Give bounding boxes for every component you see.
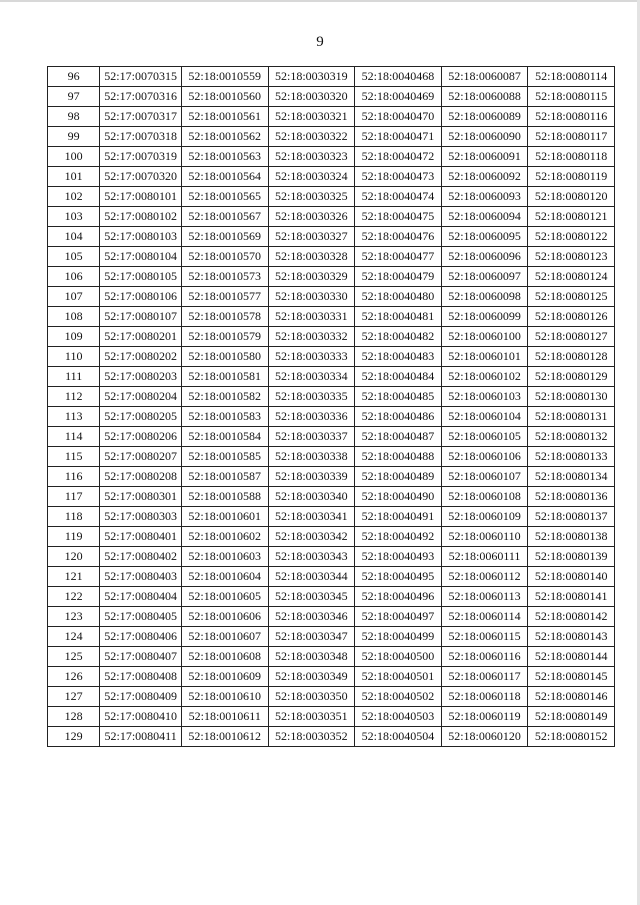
cadastral-number-cell: 52:18:0030346 <box>268 607 355 627</box>
cadastral-number-cell: 52:17:0080404 <box>100 587 182 607</box>
cadastral-number-cell: 52:18:0010567 <box>181 207 268 227</box>
cadastral-number-cell: 52:18:0080146 <box>528 687 615 707</box>
cadastral-number-cell: 52:18:0080139 <box>528 547 615 567</box>
cadastral-number-cell: 52:18:0010573 <box>181 267 268 287</box>
cadastral-number-cell: 52:18:0010564 <box>181 167 268 187</box>
row-number-cell: 107 <box>48 287 100 307</box>
cadastral-number-cell: 52:18:0040492 <box>355 527 442 547</box>
cadastral-number-cell: 52:18:0060118 <box>441 687 528 707</box>
table-row <box>48 707 615 727</box>
cadastral-number-cell: 52:18:0060104 <box>441 407 528 427</box>
cadastral-number-cell: 52:18:0060095 <box>441 227 528 247</box>
cadastral-number-cell: 52:17:0080406 <box>100 627 182 647</box>
cadastral-number-cell: 52:18:0010612 <box>181 727 268 747</box>
row-number-cell: 119 <box>48 527 100 547</box>
table-row <box>48 167 615 187</box>
cadastral-number-cell: 52:18:0010559 <box>181 67 268 87</box>
row-number-cell: 124 <box>48 627 100 647</box>
table-row <box>48 487 615 507</box>
cadastral-number-cell: 52:17:0080106 <box>100 287 182 307</box>
cadastral-number-cell: 52:18:0060099 <box>441 307 528 327</box>
cadastral-number-cell: 52:18:0080141 <box>528 587 615 607</box>
cadastral-number-cell: 52:18:0080114 <box>528 67 615 87</box>
cadastral-number-cell: 52:18:0060106 <box>441 447 528 467</box>
cadastral-number-cell: 52:18:0030331 <box>268 307 355 327</box>
cadastral-number-cell: 52:17:0070320 <box>100 167 182 187</box>
cadastral-number-cell: 52:18:0030319 <box>268 67 355 87</box>
cadastral-number-cell: 52:18:0080136 <box>528 487 615 507</box>
row-number-cell: 112 <box>48 387 100 407</box>
row-number-cell: 98 <box>48 107 100 127</box>
cadastral-number-cell: 52:18:0080133 <box>528 447 615 467</box>
cadastral-number-cell: 52:18:0040471 <box>355 127 442 147</box>
cadastral-number-cell: 52:18:0040484 <box>355 367 442 387</box>
cadastral-number-cell: 52:17:0080203 <box>100 367 182 387</box>
row-number-cell: 123 <box>48 607 100 627</box>
cadastral-number-cell: 52:18:0010587 <box>181 467 268 487</box>
cadastral-number-cell: 52:18:0030349 <box>268 667 355 687</box>
cadastral-number-cell: 52:17:0080102 <box>100 207 182 227</box>
cadastral-number-cell: 52:18:0040493 <box>355 547 442 567</box>
row-number-cell: 100 <box>48 147 100 167</box>
cadastral-number-cell: 52:18:0060108 <box>441 487 528 507</box>
cadastral-number-cell: 52:18:0060102 <box>441 367 528 387</box>
cadastral-number-cell: 52:18:0080130 <box>528 387 615 407</box>
table-row <box>48 567 615 587</box>
cadastral-number-cell: 52:18:0030328 <box>268 247 355 267</box>
cadastral-number-cell: 52:18:0080144 <box>528 647 615 667</box>
cadastral-number-cell: 52:18:0040486 <box>355 407 442 427</box>
cadastral-number-cell: 52:18:0080145 <box>528 667 615 687</box>
row-number-cell: 110 <box>48 347 100 367</box>
cadastral-number-cell: 52:18:0040481 <box>355 307 442 327</box>
cadastral-number-cell: 52:18:0080118 <box>528 147 615 167</box>
cadastral-number-cell: 52:18:0010565 <box>181 187 268 207</box>
cadastral-number-cell: 52:18:0060114 <box>441 607 528 627</box>
cadastral-number-cell: 52:18:0060109 <box>441 507 528 527</box>
cadastral-number-cell: 52:18:0040483 <box>355 347 442 367</box>
cadastral-number-cell: 52:18:0080142 <box>528 607 615 627</box>
table-row <box>48 187 615 207</box>
cadastral-number-cell: 52:18:0080140 <box>528 567 615 587</box>
table-row <box>48 607 615 627</box>
row-number-cell: 113 <box>48 407 100 427</box>
table-row <box>48 147 615 167</box>
cadastral-number-cell: 52:17:0080202 <box>100 347 182 367</box>
cadastral-number-cell: 52:18:0040495 <box>355 567 442 587</box>
scan-edge-top <box>0 0 640 2</box>
cadastral-number-cell: 52:18:0060101 <box>441 347 528 367</box>
row-number-cell: 117 <box>48 487 100 507</box>
cadastral-number-cell: 52:18:0030324 <box>268 167 355 187</box>
cadastral-number-cell: 52:17:0070319 <box>100 147 182 167</box>
cadastral-number-cell: 52:17:0080103 <box>100 227 182 247</box>
table-row <box>48 507 615 527</box>
cadastral-number-cell: 52:18:0060119 <box>441 707 528 727</box>
table-row <box>48 587 615 607</box>
row-number-cell: 120 <box>48 547 100 567</box>
cadastral-number-cell: 52:18:0080123 <box>528 247 615 267</box>
cadastral-number-cell: 52:17:0080402 <box>100 547 182 567</box>
cadastral-number-cell: 52:18:0080126 <box>528 307 615 327</box>
cadastral-number-cell: 52:17:0080407 <box>100 647 182 667</box>
cadastral-number-cell: 52:18:0030344 <box>268 567 355 587</box>
cadastral-number-cell: 52:18:0060105 <box>441 427 528 447</box>
row-number-cell: 122 <box>48 587 100 607</box>
cadastral-number-cell: 52:18:0010560 <box>181 87 268 107</box>
cadastral-number-cell: 52:18:0080152 <box>528 727 615 747</box>
table-row <box>48 387 615 407</box>
cadastral-number-cell: 52:17:0080208 <box>100 467 182 487</box>
row-number-cell: 97 <box>48 87 100 107</box>
cadastral-number-cell: 52:17:0080405 <box>100 607 182 627</box>
cadastral-number-cell: 52:17:0070317 <box>100 107 182 127</box>
cadastral-number-cell: 52:18:0030329 <box>268 267 355 287</box>
cadastral-number-cell: 52:18:0080149 <box>528 707 615 727</box>
table-row <box>48 107 615 127</box>
cadastral-number-cell: 52:18:0010608 <box>181 647 268 667</box>
cadastral-number-cell: 52:17:0080107 <box>100 307 182 327</box>
cadastral-number-cell: 52:18:0040475 <box>355 207 442 227</box>
cadastral-number-cell: 52:18:0060120 <box>441 727 528 747</box>
cadastral-number-cell: 52:18:0010602 <box>181 527 268 547</box>
cadastral-number-cell: 52:18:0060116 <box>441 647 528 667</box>
cadastral-number-cell: 52:18:0080121 <box>528 207 615 227</box>
cadastral-number-cell: 52:18:0010607 <box>181 627 268 647</box>
row-number-cell: 127 <box>48 687 100 707</box>
cadastral-number-cell: 52:18:0080120 <box>528 187 615 207</box>
cadastral-number-cell: 52:18:0080137 <box>528 507 615 527</box>
cadastral-table-body <box>48 67 615 747</box>
table-row <box>48 627 615 647</box>
cadastral-number-cell: 52:18:0040500 <box>355 647 442 667</box>
cadastral-number-cell: 52:18:0040469 <box>355 87 442 107</box>
cadastral-number-cell: 52:18:0030345 <box>268 587 355 607</box>
row-number-cell: 128 <box>48 707 100 727</box>
table-row <box>48 727 615 747</box>
cadastral-number-cell: 52:18:0010601 <box>181 507 268 527</box>
cadastral-number-cell: 52:18:0030340 <box>268 487 355 507</box>
cadastral-number-cell: 52:17:0080409 <box>100 687 182 707</box>
row-number-cell: 108 <box>48 307 100 327</box>
cadastral-number-cell: 52:18:0010579 <box>181 327 268 347</box>
row-number-cell: 125 <box>48 647 100 667</box>
cadastral-number-cell: 52:18:0080116 <box>528 107 615 127</box>
cadastral-number-cell: 52:18:0010604 <box>181 567 268 587</box>
table-row <box>48 687 615 707</box>
table-row <box>48 367 615 387</box>
cadastral-number-cell: 52:18:0060098 <box>441 287 528 307</box>
row-number-cell: 121 <box>48 567 100 587</box>
cadastral-number-cell: 52:17:0080408 <box>100 667 182 687</box>
cadastral-number-cell: 52:18:0030335 <box>268 387 355 407</box>
table-row <box>48 547 615 567</box>
table-row <box>48 647 615 667</box>
row-number-cell: 105 <box>48 247 100 267</box>
cadastral-number-cell: 52:18:0030325 <box>268 187 355 207</box>
table-row <box>48 87 615 107</box>
cadastral-number-cell: 52:18:0010585 <box>181 447 268 467</box>
cadastral-number-cell: 52:18:0060113 <box>441 587 528 607</box>
cadastral-number-cell: 52:17:0080204 <box>100 387 182 407</box>
cadastral-number-cell: 52:18:0030323 <box>268 147 355 167</box>
row-number-cell: 118 <box>48 507 100 527</box>
cadastral-number-cell: 52:18:0040491 <box>355 507 442 527</box>
cadastral-number-cell: 52:18:0080143 <box>528 627 615 647</box>
cadastral-number-cell: 52:18:0080134 <box>528 467 615 487</box>
cadastral-number-cell: 52:18:0030322 <box>268 127 355 147</box>
row-number-cell: 96 <box>48 67 100 87</box>
cadastral-number-cell: 52:18:0060089 <box>441 107 528 127</box>
cadastral-number-cell: 52:18:0030338 <box>268 447 355 467</box>
table-row <box>48 427 615 447</box>
table-row <box>48 447 615 467</box>
cadastral-number-cell: 52:18:0040474 <box>355 187 442 207</box>
cadastral-number-cell: 52:17:0080207 <box>100 447 182 467</box>
cadastral-number-cell: 52:17:0080201 <box>100 327 182 347</box>
table-row <box>48 127 615 147</box>
cadastral-number-cell: 52:18:0040470 <box>355 107 442 127</box>
cadastral-number-cell: 52:18:0030333 <box>268 347 355 367</box>
cadastral-number-cell: 52:18:0030326 <box>268 207 355 227</box>
cadastral-number-cell: 52:18:0080117 <box>528 127 615 147</box>
table-row <box>48 287 615 307</box>
cadastral-number-cell: 52:18:0060100 <box>441 327 528 347</box>
cadastral-number-cell: 52:18:0010580 <box>181 347 268 367</box>
cadastral-number-cell: 52:18:0080131 <box>528 407 615 427</box>
cadastral-number-cell: 52:18:0030348 <box>268 647 355 667</box>
cadastral-number-cell: 52:17:0080303 <box>100 507 182 527</box>
cadastral-number-cell: 52:18:0060087 <box>441 67 528 87</box>
cadastral-number-cell: 52:18:0060110 <box>441 527 528 547</box>
cadastral-number-cell: 52:18:0060097 <box>441 267 528 287</box>
cadastral-number-cell: 52:18:0080127 <box>528 327 615 347</box>
cadastral-number-cell: 52:17:0080104 <box>100 247 182 267</box>
cadastral-number-cell: 52:18:0010569 <box>181 227 268 247</box>
cadastral-number-cell: 52:18:0030336 <box>268 407 355 427</box>
cadastral-number-cell: 52:17:0070315 <box>100 67 182 87</box>
cadastral-number-cell: 52:18:0040504 <box>355 727 442 747</box>
cadastral-number-cell: 52:18:0040490 <box>355 487 442 507</box>
cadastral-number-cell: 52:18:0040497 <box>355 607 442 627</box>
cadastral-number-cell: 52:18:0060115 <box>441 627 528 647</box>
cadastral-number-cell: 52:17:0080410 <box>100 707 182 727</box>
cadastral-number-cell: 52:18:0030352 <box>268 727 355 747</box>
cadastral-number-cell: 52:18:0010609 <box>181 667 268 687</box>
cadastral-number-cell: 52:18:0010563 <box>181 147 268 167</box>
row-number-cell: 116 <box>48 467 100 487</box>
cadastral-number-cell: 52:18:0010578 <box>181 307 268 327</box>
cadastral-number-cell: 52:18:0010570 <box>181 247 268 267</box>
cadastral-number-cell: 52:18:0030347 <box>268 627 355 647</box>
row-number-cell: 106 <box>48 267 100 287</box>
cadastral-number-cell: 52:18:0060096 <box>441 247 528 267</box>
cadastral-table <box>47 66 615 747</box>
cadastral-number-cell: 52:17:0080411 <box>100 727 182 747</box>
cadastral-number-cell: 52:18:0040487 <box>355 427 442 447</box>
cadastral-number-cell: 52:18:0040485 <box>355 387 442 407</box>
page-number: 9 <box>316 34 324 50</box>
table-row <box>48 347 615 367</box>
row-number-cell: 114 <box>48 427 100 447</box>
cadastral-number-cell: 52:17:0070316 <box>100 87 182 107</box>
cadastral-number-cell: 52:18:0040503 <box>355 707 442 727</box>
cadastral-number-cell: 52:18:0080128 <box>528 347 615 367</box>
cadastral-number-cell: 52:18:0060092 <box>441 167 528 187</box>
cadastral-number-cell: 52:18:0080124 <box>528 267 615 287</box>
cadastral-number-cell: 52:18:0040496 <box>355 587 442 607</box>
cadastral-number-cell: 52:18:0060088 <box>441 87 528 107</box>
cadastral-number-cell: 52:18:0010606 <box>181 607 268 627</box>
cadastral-number-cell: 52:18:0030330 <box>268 287 355 307</box>
cadastral-number-cell: 52:18:0040468 <box>355 67 442 87</box>
cadastral-number-cell: 52:18:0010610 <box>181 687 268 707</box>
row-number-cell: 129 <box>48 727 100 747</box>
cadastral-number-cell: 52:18:0030334 <box>268 367 355 387</box>
cadastral-number-cell: 52:18:0030327 <box>268 227 355 247</box>
cadastral-number-cell: 52:18:0030350 <box>268 687 355 707</box>
cadastral-number-cell: 52:18:0040489 <box>355 467 442 487</box>
table-row <box>48 207 615 227</box>
row-number-cell: 109 <box>48 327 100 347</box>
cadastral-number-cell: 52:18:0040480 <box>355 287 442 307</box>
cadastral-number-cell: 52:18:0080115 <box>528 87 615 107</box>
cadastral-number-cell: 52:18:0040499 <box>355 627 442 647</box>
cadastral-number-cell: 52:18:0040473 <box>355 167 442 187</box>
cadastral-number-cell: 52:18:0040501 <box>355 667 442 687</box>
table-row <box>48 327 615 347</box>
cadastral-number-cell: 52:18:0010584 <box>181 427 268 447</box>
cadastral-number-cell: 52:18:0080125 <box>528 287 615 307</box>
table-row <box>48 247 615 267</box>
cadastral-number-cell: 52:18:0080132 <box>528 427 615 447</box>
cadastral-number-cell: 52:17:0080301 <box>100 487 182 507</box>
cadastral-number-cell: 52:18:0040479 <box>355 267 442 287</box>
cadastral-number-cell: 52:18:0060090 <box>441 127 528 147</box>
table-row <box>48 407 615 427</box>
cadastral-number-cell: 52:18:0060107 <box>441 467 528 487</box>
cadastral-number-cell: 52:18:0040472 <box>355 147 442 167</box>
cadastral-number-cell: 52:18:0010582 <box>181 387 268 407</box>
cadastral-number-cell: 52:18:0010577 <box>181 287 268 307</box>
cadastral-number-cell: 52:18:0030320 <box>268 87 355 107</box>
table-row <box>48 467 615 487</box>
cadastral-number-cell: 52:17:0080401 <box>100 527 182 547</box>
cadastral-number-cell: 52:18:0040482 <box>355 327 442 347</box>
cadastral-number-cell: 52:18:0030321 <box>268 107 355 127</box>
cadastral-number-cell: 52:18:0040502 <box>355 687 442 707</box>
cadastral-number-cell: 52:18:0030351 <box>268 707 355 727</box>
cadastral-number-cell: 52:18:0010561 <box>181 107 268 127</box>
cadastral-number-cell: 52:18:0080119 <box>528 167 615 187</box>
cadastral-number-cell: 52:18:0010583 <box>181 407 268 427</box>
row-number-cell: 111 <box>48 367 100 387</box>
cadastral-number-cell: 52:18:0040476 <box>355 227 442 247</box>
cadastral-number-cell: 52:18:0030337 <box>268 427 355 447</box>
cadastral-number-cell: 52:18:0010605 <box>181 587 268 607</box>
cadastral-number-cell: 52:18:0060117 <box>441 667 528 687</box>
cadastral-number-cell: 52:17:0080205 <box>100 407 182 427</box>
cadastral-number-cell: 52:17:0080206 <box>100 427 182 447</box>
cadastral-number-cell: 52:18:0060091 <box>441 147 528 167</box>
cadastral-number-cell: 52:18:0060094 <box>441 207 528 227</box>
row-number-cell: 101 <box>48 167 100 187</box>
cadastral-number-cell: 52:18:0060112 <box>441 567 528 587</box>
table-row <box>48 667 615 687</box>
cadastral-number-cell: 52:17:0070318 <box>100 127 182 147</box>
cadastral-number-cell: 52:18:0040477 <box>355 247 442 267</box>
cadastral-number-cell: 52:18:0010562 <box>181 127 268 147</box>
cadastral-number-cell: 52:18:0040488 <box>355 447 442 467</box>
cadastral-number-cell: 52:18:0060093 <box>441 187 528 207</box>
cadastral-number-cell: 52:17:0080101 <box>100 187 182 207</box>
row-number-cell: 99 <box>48 127 100 147</box>
cadastral-number-cell: 52:18:0030342 <box>268 527 355 547</box>
cadastral-number-cell: 52:18:0030341 <box>268 507 355 527</box>
cadastral-number-cell: 52:18:0080122 <box>528 227 615 247</box>
table-row <box>48 227 615 247</box>
row-number-cell: 126 <box>48 667 100 687</box>
table-row <box>48 267 615 287</box>
cadastral-number-cell: 52:17:0080105 <box>100 267 182 287</box>
table-row <box>48 67 615 87</box>
cadastral-number-cell: 52:18:0010581 <box>181 367 268 387</box>
row-number-cell: 103 <box>48 207 100 227</box>
cadastral-number-cell: 52:18:0030332 <box>268 327 355 347</box>
cadastral-number-cell: 52:18:0010611 <box>181 707 268 727</box>
cadastral-number-cell: 52:18:0010588 <box>181 487 268 507</box>
cadastral-number-cell: 52:18:0030343 <box>268 547 355 567</box>
cadastral-number-cell: 52:18:0060103 <box>441 387 528 407</box>
cadastral-number-cell: 52:18:0030339 <box>268 467 355 487</box>
row-number-cell: 104 <box>48 227 100 247</box>
row-number-cell: 102 <box>48 187 100 207</box>
table-row <box>48 527 615 547</box>
cadastral-number-cell: 52:18:0080129 <box>528 367 615 387</box>
cadastral-number-cell: 52:18:0080138 <box>528 527 615 547</box>
cadastral-number-cell: 52:18:0060111 <box>441 547 528 567</box>
cadastral-number-cell: 52:18:0010603 <box>181 547 268 567</box>
row-number-cell: 115 <box>48 447 100 467</box>
cadastral-number-cell: 52:17:0080403 <box>100 567 182 587</box>
table-row <box>48 307 615 327</box>
